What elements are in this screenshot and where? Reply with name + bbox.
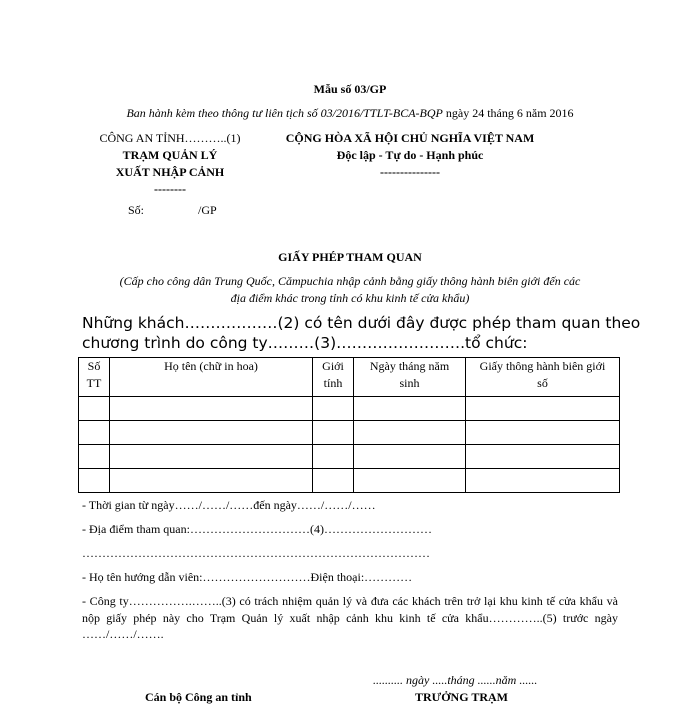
field-place-continued: …………………………………………………………………………… [82,546,430,560]
intro-paragraph: Những khách………………(2) có tên dưới đây được phép tham quan theo chương trình do công ty………(3)…………………….tổ chức: [82,314,641,352]
agency-line2: TRẠM QUẢN LÝ [122,148,218,162]
date-line: .......... ngày .....tháng ......năm ...... [373,673,538,687]
agency-line1: CÔNG AN TỈNH………..(1) [99,131,241,145]
agency-line3: XUẤT NHẬP CẢNH [115,165,225,179]
document-subtitle [0,273,700,307]
table-row [79,469,620,493]
col-header-name: Họ tên (chữ in hoa) [110,358,313,397]
issued-line [0,106,700,121]
visitor-table [78,357,620,493]
table-row [79,421,620,445]
field-guide: - Họ tên hướng dẫn viên:………………………Điện thoại:………… [82,570,413,584]
table-row [79,445,620,469]
col-header-pass: Giấy thông hành biên giới số [466,358,620,397]
nation-block [270,130,550,181]
field-company-responsibility: - Công ty…………….……..(3) có trách nhiệm quản lý và đưa các khách trên trở lại khu kinh tế cửa khẩu và nộp giấy phép này cho Trạm Quản lý xuất nhập cảnh khu kinh tế cửa khẩu…………..(5) trước ngày ……/……/……. [82,594,618,641]
field-time-range: - Thời gian từ ngày……/……/……đến ngày……/……/…… [82,498,376,512]
col-header-no: Số TT [79,358,110,397]
col-header-dob: Ngày tháng năm sinh [354,358,466,397]
nation-separator: --------------- [380,165,440,179]
number-label: Số: [128,203,145,217]
table-row [79,397,620,421]
form-number: Mẫu số 03/GP [313,82,387,96]
document-number [128,203,217,218]
subtitle-line1: (Cấp cho công dân Trung Quốc, Cămpuchia nhập cảnh bằng giấy thông hành biên giới đến các [119,274,581,288]
signature-station-head: TRƯỞNG TRẠM [415,690,508,704]
col-header-gender: Giới tính [313,358,354,397]
agency-separator: -------- [154,182,186,196]
issued-circular: Ban hành kèm theo thông tư liên tịch số 03/2016/TTLT-BCA-BQP [126,106,443,120]
table-header-row [79,358,620,397]
subtitle-line2: địa điểm khác trong tỉnh có khu kinh tế cửa khẩu) [230,291,470,305]
document-title: GIẤY PHÉP THAM QUAN [278,250,422,264]
issued-date: ngày 24 tháng 6 năm 2016 [442,106,574,120]
nation-motto: Độc lập - Tự do - Hạnh phúc [336,148,484,162]
signature-officer: Cán bộ Công an tỉnh [145,690,252,704]
field-visit-place: - Địa điểm tham quan:…………………………(4)……………………… [82,522,432,536]
agency-block [70,130,270,198]
nation-name: CỘNG HÒA XÃ HỘI CHỦ NGHĨA VIỆT NAM [285,131,535,145]
number-suffix: /GP [198,203,217,217]
